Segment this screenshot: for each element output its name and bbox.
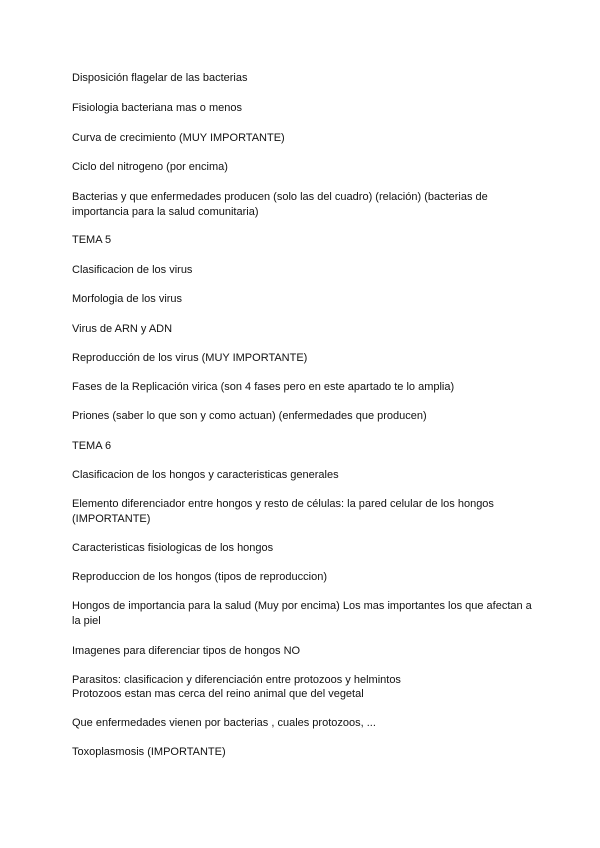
line-morfologia-virus: Morfologia de los virus bbox=[72, 293, 183, 305]
line-reproduccion-virus: Reproducción de los virus (MUY IMPORTANTE) bbox=[72, 352, 308, 364]
line-reproduccion-hongos: Reproduccion de los hongos (tipos de reproduccion) bbox=[72, 571, 327, 583]
line-ciclo-nitrogeno: Ciclo del nitrogeno (por encima) bbox=[72, 161, 228, 173]
line-imagenes-hongos: Imagenes para diferenciar tipos de hongos NO bbox=[72, 645, 301, 657]
line-clasificacion-hongos: Clasificacion de los hongos y caracteristicas generales bbox=[72, 469, 339, 481]
heading-tema-5: TEMA 5 bbox=[72, 234, 112, 246]
line-toxoplasmosis: Toxoplasmosis (IMPORTANTE) bbox=[72, 746, 226, 758]
heading-tema-6: TEMA 6 bbox=[72, 440, 112, 452]
line-virus-arn-adn: Virus de ARN y ADN bbox=[72, 323, 173, 335]
line-priones: Priones (saber lo que son y como actuan) (enfermedades que producen) bbox=[72, 410, 427, 422]
line-caracteristicas-fisiologicas: Caracteristicas fisiologicas de los hongos bbox=[72, 542, 274, 554]
line-curva-crecimiento: Curva de crecimiento (MUY IMPORTANTE) bbox=[72, 132, 285, 144]
line-protozoos: Protozoos estan mas cerca del reino animal que del vegetal bbox=[72, 688, 364, 700]
line-disposicion-flagelar: Disposición flagelar de las bacterias bbox=[72, 72, 248, 84]
line-elemento-diferenciador: Elemento diferenciador entre hongos y resto de células: la pared celular de los hongos (IMPORTANTE) bbox=[72, 498, 494, 525]
line-fisiologia-bacteriana: Fisiologia bacteriana mas o menos bbox=[72, 102, 242, 114]
line-parasitos: Parasitos: clasificacion y diferenciación entre protozoos y helmintos bbox=[72, 674, 401, 686]
line-bacterias-enfermedades: Bacterias y que enfermedades producen (solo las del cuadro) (relación) (bacterias de importancia para la salud comunitaria) bbox=[72, 191, 488, 218]
line-hongos-importancia: Hongos de importancia para la salud (Muy por encima) Los mas importantes los que afectan a la piel bbox=[72, 600, 532, 627]
line-que-enfermedades: Que enfermedades vienen por bacterias , cuales protozoos, ... bbox=[72, 717, 376, 729]
line-clasificacion-virus: Clasificacion de los virus bbox=[72, 264, 193, 276]
line-fases-replicacion: Fases de la Replicación virica (son 4 fases pero en este apartado te lo amplia) bbox=[72, 381, 455, 393]
